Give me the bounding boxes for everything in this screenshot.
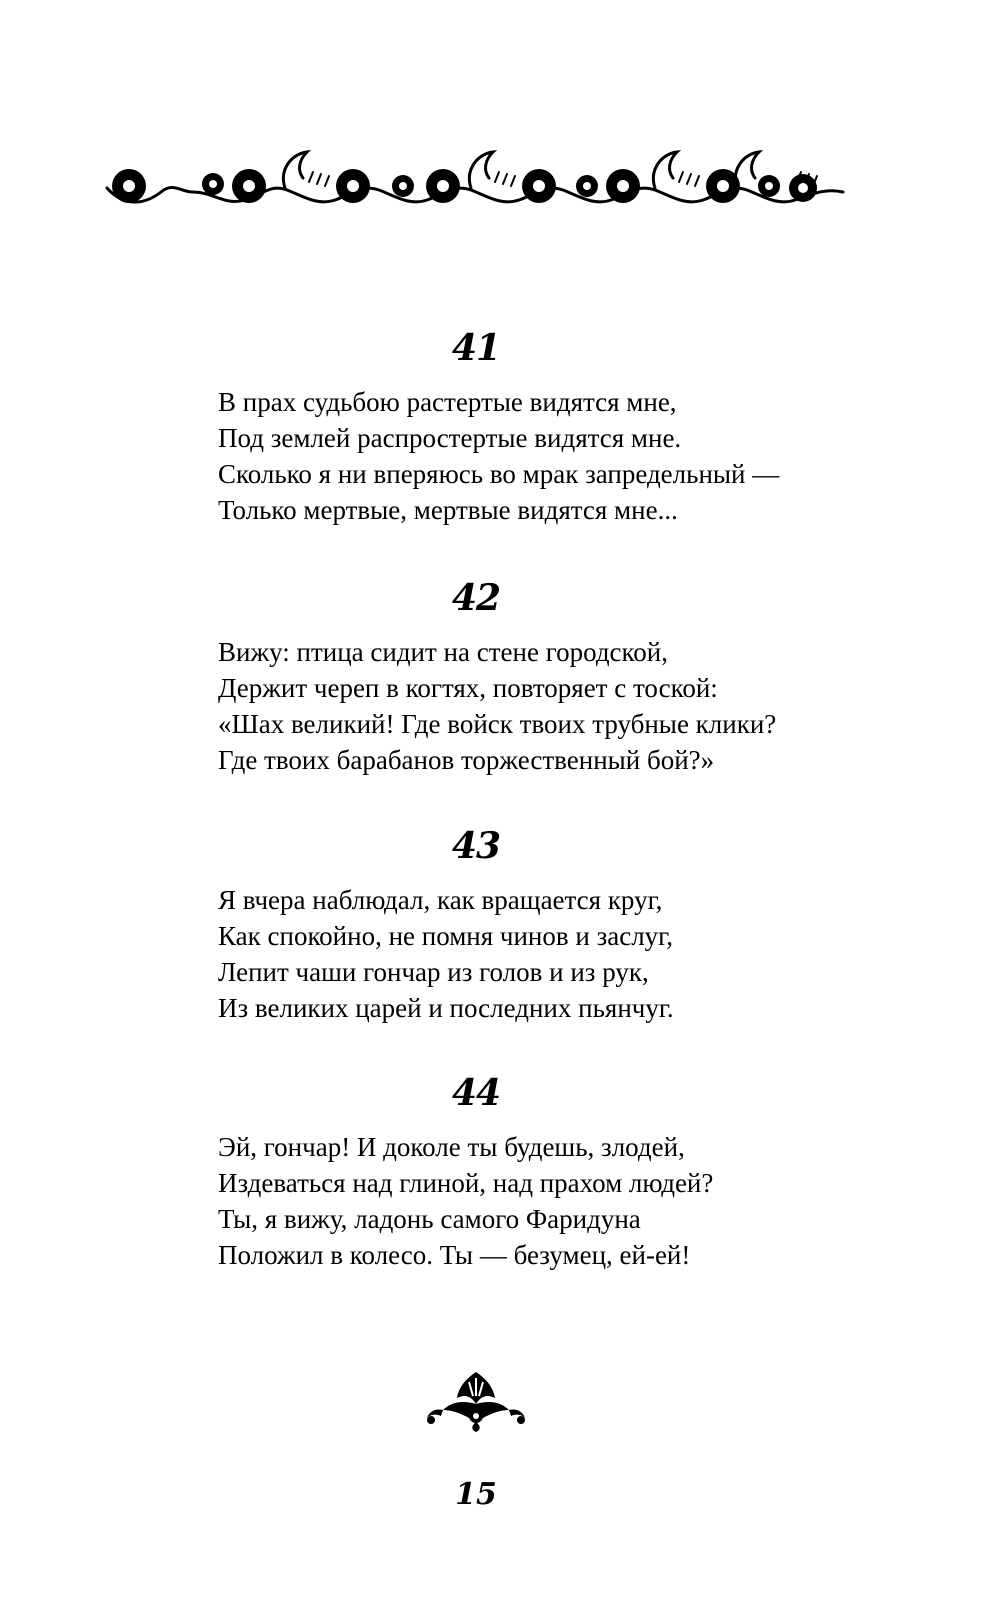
- stanza-lines: [218, 1129, 713, 1273]
- verse-line: Держит череп в когтях, повторяет с тоской:: [218, 673, 718, 703]
- scroll-border-icon: [103, 148, 848, 218]
- verse-line: Эй, гончар! И доколе ты будешь, злодей,: [218, 1132, 685, 1162]
- stanza-number: 41: [451, 327, 501, 369]
- stanza-number: 42: [451, 577, 501, 619]
- page-number: 15: [455, 1477, 497, 1512]
- verse-line: Вижу: птица сидит на стене городской,: [218, 637, 668, 667]
- verse-line: Как спокойно, не помня чинов и заслуг,: [218, 921, 673, 951]
- stanza-lines: [218, 384, 779, 528]
- stanza-number: 43: [451, 825, 501, 867]
- palmette-icon: [423, 1370, 529, 1432]
- verse-line: «Шах великий! Где войск твоих трубные клики?: [218, 709, 777, 739]
- verse-line: Я вчера наблюдал, как вращается круг,: [218, 885, 663, 915]
- verse-line: Издеваться над глиной, над прахом людей?: [218, 1168, 714, 1198]
- verse-line: В прах судьбою растертые видятся мне,: [218, 387, 677, 417]
- stanza-lines: [218, 882, 674, 1026]
- verse-line: Положил в колесо. Ты — безумец, ей-ей!: [218, 1240, 691, 1270]
- verse-line: Где твоих барабанов торжественный бой?»: [218, 745, 715, 775]
- stanza-lines: [218, 634, 776, 778]
- verse-line: Под землей распростертые видятся мне.: [218, 423, 682, 453]
- verse-line: Ты, я вижу, ладонь самого Фаридуна: [218, 1204, 641, 1234]
- verse-line: Лепит чаши гончар из голов и из рук,: [218, 957, 649, 987]
- verse-line: Сколько я ни вперяюсь во мрак запредельный —: [218, 459, 780, 489]
- stanza-number: 44: [451, 1072, 501, 1114]
- verse-line: Только мертвые, мертвые видятся мне...: [218, 495, 678, 525]
- verse-line: Из великих царей и последних пьянчуг.: [218, 993, 674, 1023]
